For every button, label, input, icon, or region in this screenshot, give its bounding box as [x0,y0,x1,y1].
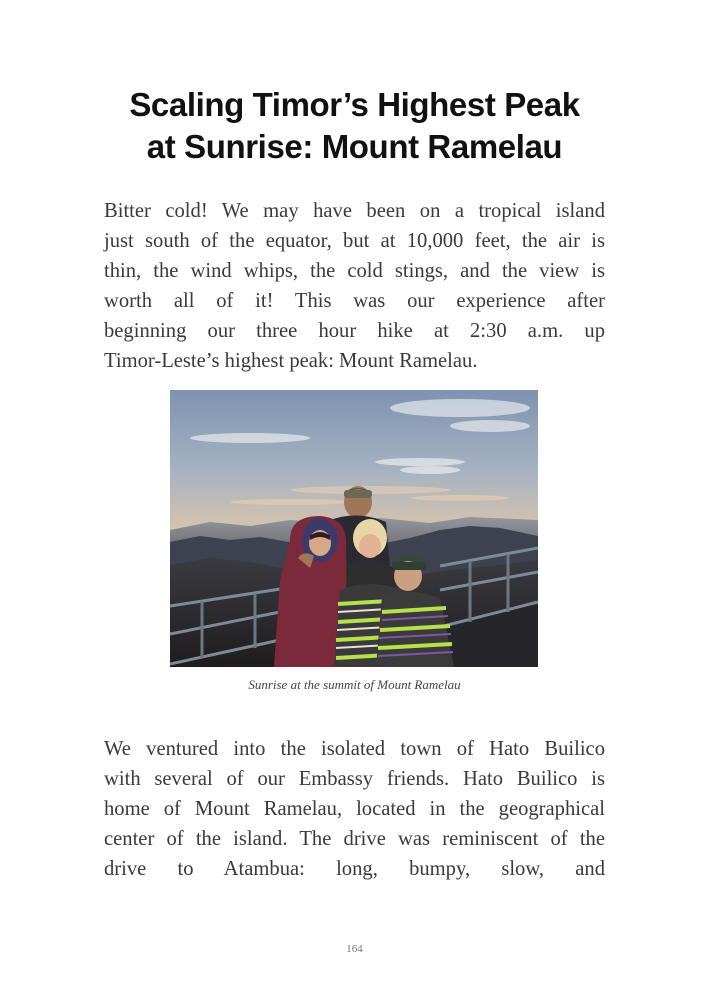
paragraph-hato-builico [104,734,605,884]
text-line: drive to Atambua: long, bumpy, slow, and [104,858,605,880]
text-line: Bitter cold! We may have been on a tropical island [104,200,605,222]
text-line: beginning our three hour hike at 2:30 a.m. up [104,320,605,342]
text-line: worth all of it! This was our experience after [104,290,605,312]
paragraph-intro [104,196,605,376]
text-line: home of Mount Ramelau, located in the geographical [104,798,605,820]
page-number: 164 [346,943,363,955]
title-line-1: Scaling Timor’s Highest Peak [129,86,580,123]
text-line: thin, the wind whips, the cold stings, and the view is [104,260,605,282]
title-line-2: at Sunrise: Mount Ramelau [146,128,563,165]
text-line: Timor-Leste’s highest peak: Mount Ramelau. [104,350,478,372]
text-line: We ventured into the isolated town of Hato Builico [104,738,605,760]
text-line: with several of our Embassy friends. Hato Builico is [104,768,605,790]
page-title [60,84,649,168]
summit-photo [170,390,538,667]
photo-caption: Sunrise at the summit of Mount Ramelau [248,677,461,692]
text-line: just south of the equator, but at 10,000 feet, the air is [104,230,605,252]
text-line: center of the island. The drive was reminiscent of the [104,828,605,850]
